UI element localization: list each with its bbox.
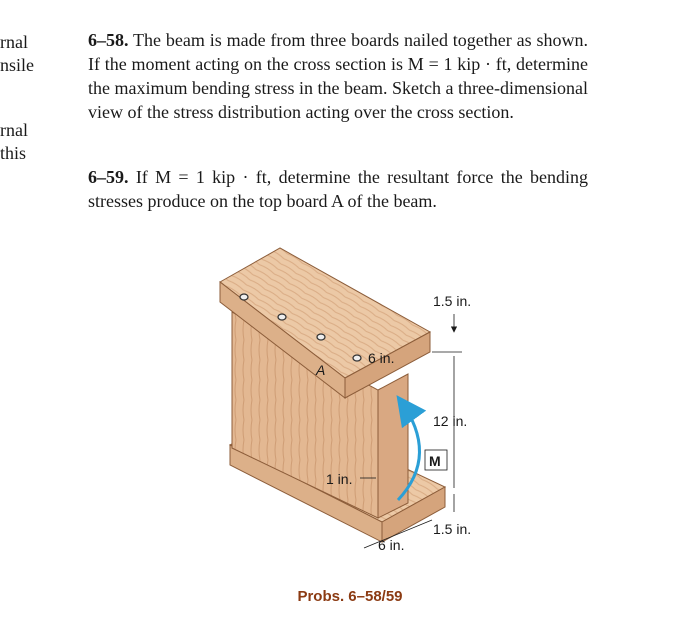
- problem-6-58-number: 6–58.: [88, 30, 129, 50]
- margin-fragment-1: rnal: [0, 32, 28, 52]
- dim-top-thickness: 1.5 in.: [433, 293, 472, 309]
- figure-caption: Probs. 6–58/59: [297, 588, 403, 605]
- nail-1: [240, 294, 248, 300]
- web-front: [378, 374, 408, 518]
- dim-bottom-width: 6 in.: [378, 537, 405, 553]
- problem-6-59-text: If M = 1 kip · ft, determine the resultant force the bending stresses produce on the top board A of the beam.: [88, 167, 588, 211]
- margin-fragment-4: this: [0, 143, 27, 163]
- board-a-label: A: [316, 362, 326, 378]
- problem-6-59-number: 6–59.: [88, 167, 129, 187]
- moment-label: M: [429, 453, 441, 469]
- dim-bottom-thickness: 1.5 in.: [433, 521, 472, 537]
- dim-top-flange-width: 6 in.: [368, 350, 395, 366]
- dim-web-height: 12 in.: [433, 413, 468, 429]
- problem-6-58-text: The beam is made from three boards nailed together as shown. If the moment acting on the cross section is M = 1 kip · ft, determine the maximum bending stress in the beam. Sketch a three-dimensional view of the stress distribution acting over the cross section.: [88, 30, 588, 122]
- nail-4: [353, 355, 361, 361]
- margin-fragment-2: nsile: [0, 55, 34, 75]
- nail-3: [317, 334, 325, 340]
- dim-web-thickness: 1 in.: [326, 471, 353, 487]
- nail-2: [278, 314, 286, 320]
- margin-fragment-3: rnal: [0, 120, 28, 140]
